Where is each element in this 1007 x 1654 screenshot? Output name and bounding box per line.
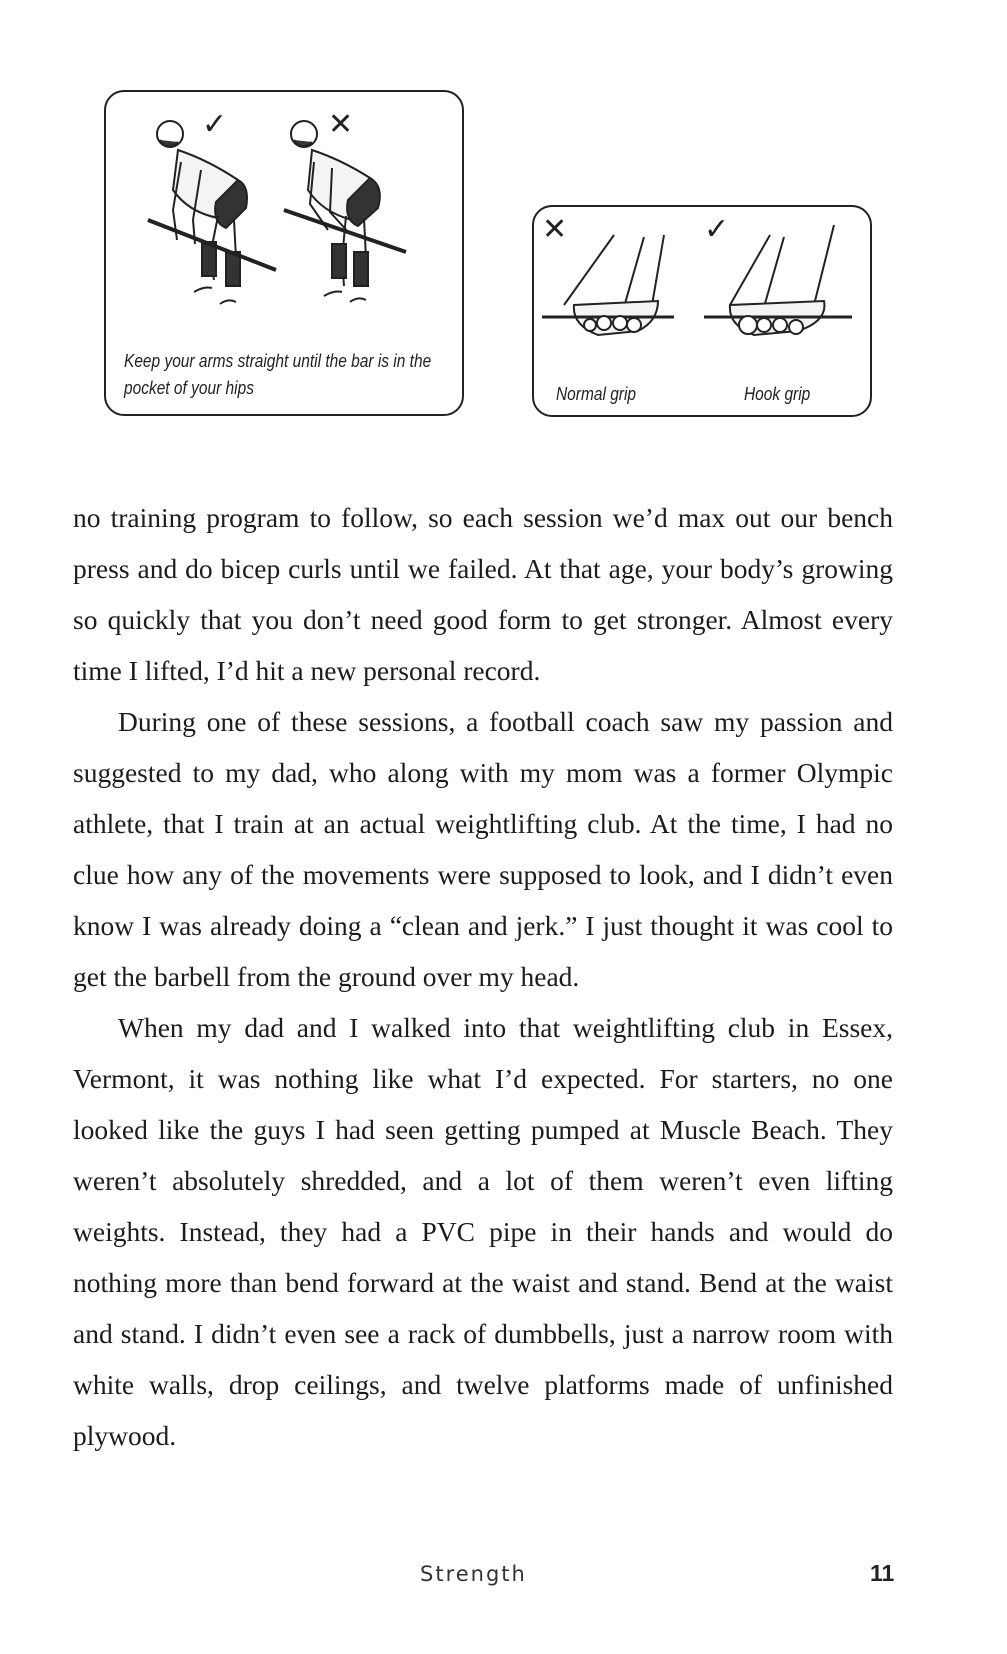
normal-grip-x-icon: ✕ xyxy=(542,212,568,247)
grip-figure xyxy=(532,205,872,417)
page-number: 11 xyxy=(870,1560,895,1586)
paragraph: When my dad and I walked into that weightlifting club in Essex, Vermont, it was nothing like what I’d expected. For starters, no one looked like the guys I had seen getting pumped at Muscle Beach. They weren’t absolutely shredded, and a lot of them weren’t even lifting weights. Instead, they had a PVC pipe in their hands and would do nothing more than bend forward at the waist and stand. Bend at the waist and stand. I didn’t even see a rack of dumbbells, just a narrow room with white walls, drop ceilings, and twelve platforms made of unfinished plywood. xyxy=(73,1012,893,1451)
hook-grip-caption: Hook grip xyxy=(744,384,811,404)
incorrect-x-icon: ✕ xyxy=(328,107,354,142)
hook-grip-check-icon: ✓ xyxy=(704,212,730,247)
paragraph: no training program to follow, so each session we’d max out our bench press and do bicep curls until we failed. At that age, your body’s growing so quickly that you don’t need good form to get stronger. Almost every time I lifted, I’d hit a new personal record. xyxy=(73,502,893,686)
posture-figure xyxy=(104,90,464,416)
normal-grip-caption: Normal grip xyxy=(556,384,637,404)
grip-illustration xyxy=(534,207,870,377)
correct-check-icon: ✓ xyxy=(202,107,228,142)
lifter-incorrect-drawing xyxy=(284,121,406,302)
posture-illustration xyxy=(106,92,462,342)
paragraph: During one of these sessions, a football coach saw my passion and suggested to my dad, who along with my mom was a former Olympic athlete, that I train at an actual weightlifting club. At the time, I had no clue how any of the movements were supposed to look, and I didn’t even know I was already doing a “clean and jerk.” I just thought it was cool to get the barbell from the ground over my head. xyxy=(73,706,893,992)
posture-caption: Keep your arms straight until the bar is in the pocket of your hips xyxy=(124,351,432,398)
lifter-correct-drawing xyxy=(148,121,276,304)
running-footer-title: Strength xyxy=(420,1562,527,1586)
normal-grip-drawing xyxy=(542,235,674,335)
body-text xyxy=(73,492,893,1461)
